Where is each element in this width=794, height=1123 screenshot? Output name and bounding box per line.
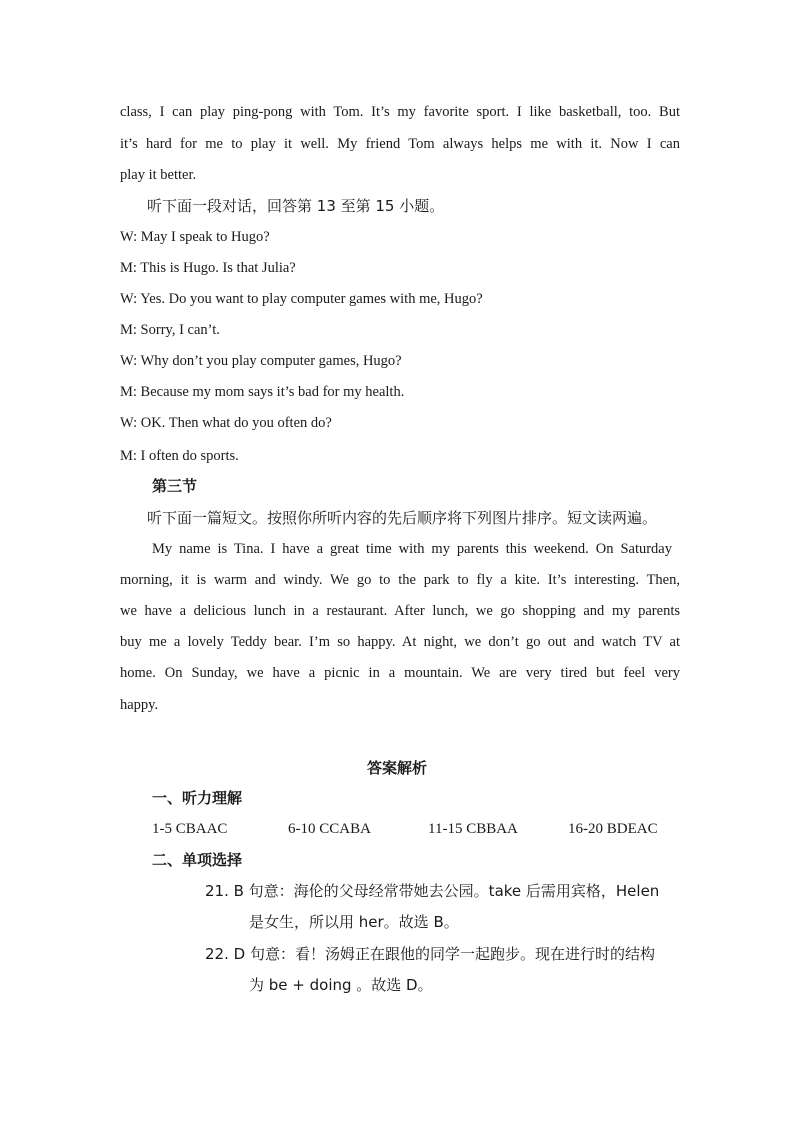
dialogue-line: M: This is Hugo. Is that Julia? [120, 260, 296, 276]
section3-heading: 第三节 [152, 477, 198, 495]
dialogue-line: M: Because my mom says it’s bad for my health. [120, 384, 405, 400]
dialogue-instruction: 听下面一段对话，回答第 13 至第 15 小题。 [147, 197, 445, 215]
passage-line: play it better. [120, 167, 197, 183]
answer-key-row [152, 819, 692, 839]
section3-passage-line: we have a delicious lunch in a restaurant. After lunch, we go shopping and my parents [120, 603, 680, 619]
section3-instruction: 听下面一篇短文。按照你所听内容的先后顺序将下列图片排序。短文读两遍。 [147, 509, 658, 527]
dialogue-line: M: Sorry, I can’t. [120, 322, 220, 338]
section3-passage-line: morning, it is warm and windy. We go to the park to fly a kite. It’s interesting. Then, [120, 572, 680, 588]
answers-title: 答案解析 [366, 759, 427, 777]
dialogue-line: M: I often do sports. [120, 448, 239, 464]
answer-group: 11-15 CBBAA [428, 821, 518, 837]
section3-passage-line: home. On Sunday, we have a picnic in a mountain. We are very tired but feel very [120, 665, 680, 681]
answer-group: 16-20 BDEAC [568, 821, 658, 837]
passage-line: class, I can play ping-pong with Tom. It’s my favorite sport. I like basketball, too. But [120, 104, 680, 120]
dialogue-line: W: Why don’t you play computer games, Hugo? [120, 353, 402, 369]
q22-explanation-cont: 为 be + doing 。故选 D。 [249, 976, 433, 994]
section3-passage-line: buy me a lovely Teddy bear. I’m so happy. At night, we don’t go out and watch TV at [120, 634, 680, 650]
dialogue-line: W: May I speak to Hugo? [120, 229, 270, 245]
section3-passage-line: happy. [120, 697, 159, 713]
passage-line: it’s hard for me to play it well. My friend Tom always helps me with it. Now I can [120, 136, 680, 152]
dialogue-line: W: OK. Then what do you often do? [120, 415, 332, 431]
q21-explanation: 21. B 句意：海伦的父母经常带她去公园。take 后需用宾格，Helen [205, 882, 660, 900]
part2-heading: 二、单项选择 [152, 851, 243, 869]
section3-passage-line: My name is Tina. I have a great time with my parents this weekend. On Saturday [152, 541, 672, 557]
part1-heading: 一、听力理解 [152, 789, 243, 807]
q22-explanation: 22. D 句意：看！汤姆正在跟他的同学一起跑步。现在进行时的结构 [205, 945, 655, 963]
q21-explanation-cont: 是女生，所以用 her。故选 B。 [249, 913, 459, 931]
dialogue-line: W: Yes. Do you want to play computer games with me, Hugo? [120, 291, 483, 307]
answer-group: 1-5 CBAAC [152, 821, 228, 837]
answer-group: 6-10 CCABA [288, 821, 371, 837]
